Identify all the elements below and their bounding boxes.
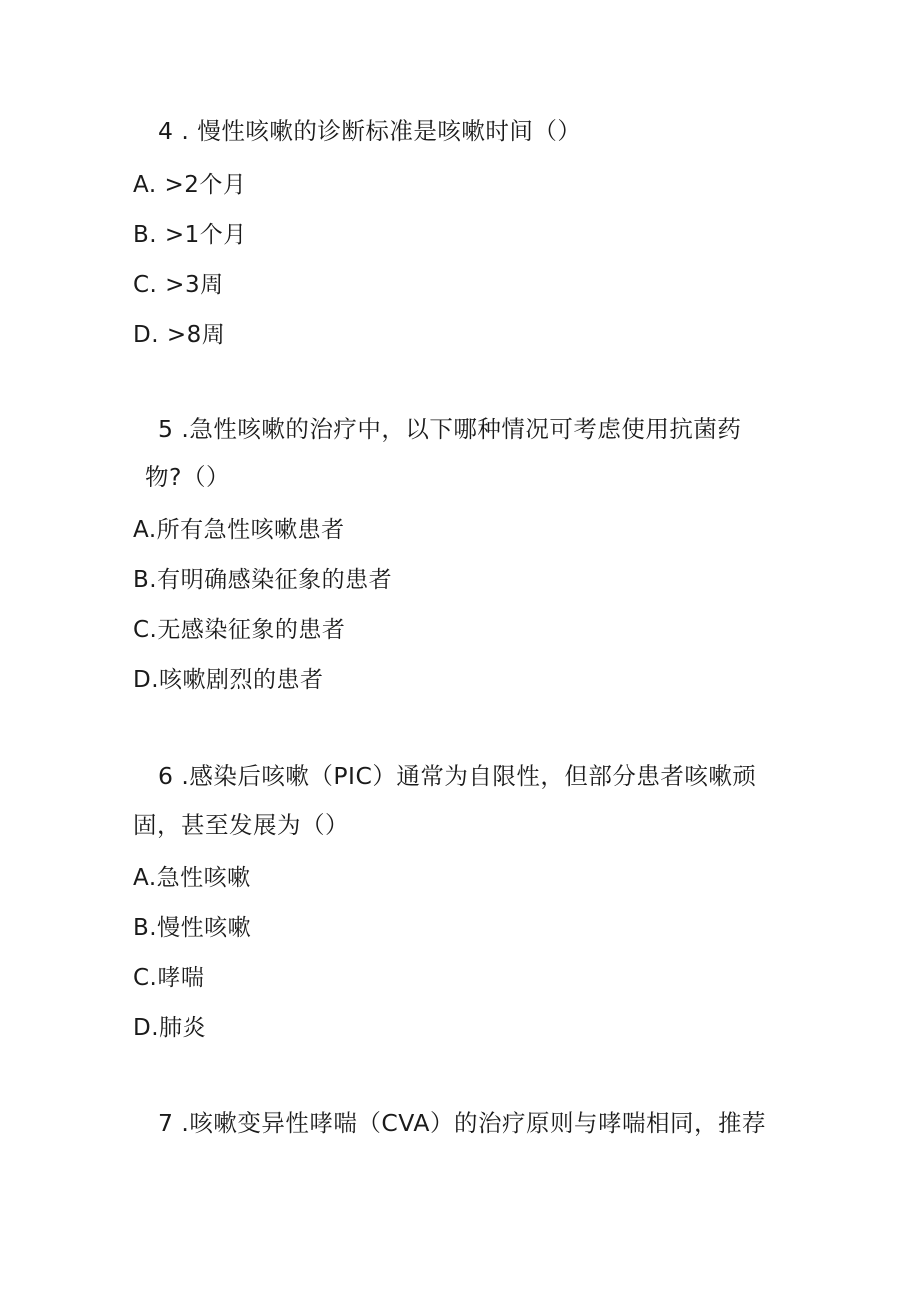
- question-5-stem-line-1: 5 .急性咳嗽的治疗中，以下哪种情况可考虑使用抗菌药: [158, 415, 742, 443]
- question-4-stem: 4 . 慢性咳嗽的诊断标准是咳嗽时间（）: [158, 117, 582, 145]
- question-4-option-a: A. >2个月: [133, 172, 247, 198]
- question-4-option-b: B. >1个月: [133, 222, 247, 248]
- question-4-option-c: C. >3周: [133, 272, 224, 298]
- question-6-option-c: C.哮喘: [133, 965, 205, 991]
- question-4-option-d: D. >8周: [133, 322, 226, 348]
- question-6-option-b: B.慢性咳嗽: [133, 915, 252, 941]
- question-6-option-a: A.急性咳嗽: [133, 865, 251, 891]
- question-6-option-d: D.肺炎: [133, 1015, 207, 1041]
- question-5-option-d: D.咳嗽剧烈的患者: [133, 667, 324, 693]
- question-6-stem-line-1: 6 .感染后咳嗽（PIC）通常为自限性，但部分患者咳嗽顽: [158, 762, 757, 790]
- question-5-option-b: B.有明确感染征象的患者: [133, 567, 393, 593]
- question-7-stem-line-1: 7 .咳嗽变异性哮喘（CVA）的治疗原则与哮喘相同，推荐: [158, 1109, 766, 1137]
- question-5-stem-line-2: 物?（）: [145, 463, 230, 491]
- question-5-option-a: A.所有急性咳嗽患者: [133, 517, 345, 543]
- question-6-stem-line-2: 固，甚至发展为（）: [133, 811, 349, 839]
- question-5-option-c: C.无感染征象的患者: [133, 617, 346, 643]
